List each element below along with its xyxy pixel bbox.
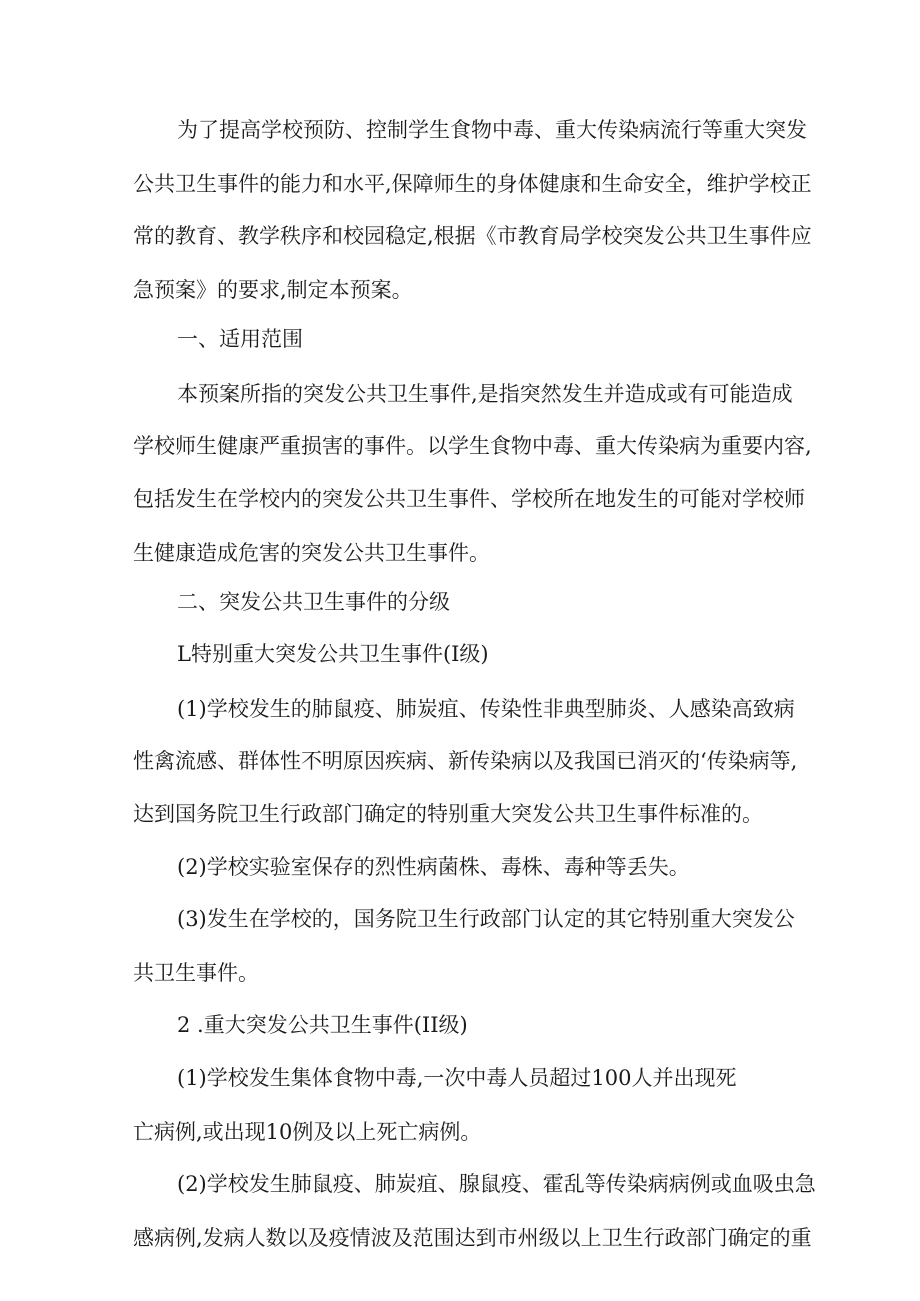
level-2-heading: 2 .重大突发公共卫生事件(II级) xyxy=(177,1013,468,1037)
section-1-line-3: 包括发生在学校内的突发公共卫生事件、学校所在地发生的可能对学校师 xyxy=(133,487,805,511)
section-1-heading: 一、适用范围 xyxy=(177,327,303,351)
level-2-item-2-line-2: 感病例,发病人数以及疫情波及范围达到市州级以上卫生行政部门确定的重 xyxy=(133,1226,812,1250)
level-1-heading: L特别重大突发公共卫生事件(I级) xyxy=(177,642,489,666)
level-2-item-1-line-1: (1)学校发生集体食物中毒,一次中毒人员超过100人并出现死 xyxy=(177,1066,737,1090)
section-1-line-4: 生健康造成危害的突发公共卫生事件。 xyxy=(133,541,490,565)
intro-line-3: 常的教育、教学秩序和校园稳定,根据《市教育局学校突发公共卫生事件应 xyxy=(133,224,812,248)
level-1-item-1-line-2: 性禽流感、群体性不明原因疾病、新传染病以及我国已消灭的‘传染病等, xyxy=(133,749,798,773)
section-1-line-2: 学校师生健康严重损害的事件。以学生食物中毒、重大传染病为重要内容, xyxy=(133,434,812,458)
level-1-item-1-line-3: 达到国务院卫生行政部门确定的特别重大突发公共卫生事件标准的。 xyxy=(133,802,763,826)
level-1-item-3-line-2: 共卫生事件。 xyxy=(133,961,259,985)
level-2-item-2-line-1: (2)学校发生肺鼠疫、肺炭疽、腺鼠疫、霍乱等传染病病例或血吸虫急 xyxy=(177,1172,816,1196)
section-1-line-1: 本预案所指的突发公共卫生事件,是指突然发生并造成或有可能造成 xyxy=(177,382,793,406)
level-2-item-1-line-2: 亡病例,或出现10例及以上死亡病例。 xyxy=(133,1120,482,1144)
level-1-item-1-line-1: (1)学校发生的肺鼠疫、肺炭疽、传染性非典型肺炎、人感染高致病 xyxy=(177,697,795,721)
level-1-item-3-line-1: (3)发生在学校的，国务院卫生行政部门认定的其它特别重大突发公 xyxy=(177,907,795,931)
intro-line-2: 公共卫生事件的能力和水平,保障师生的身体健康和生命安全，维护学校正 xyxy=(133,172,812,196)
intro-line-1: 为了提高学校预防、控制学生食物中毒、重大传染病流行等重大突发 xyxy=(177,118,807,142)
level-1-item-2-line-1: (2)学校实验室保存的烈性病菌株、毒株、毒种等丢失。 xyxy=(177,855,690,879)
section-2-heading: 二、突发公共卫生事件的分级 xyxy=(177,590,450,614)
intro-line-4: 急预案》的要求,制定本预案。 xyxy=(133,278,413,302)
